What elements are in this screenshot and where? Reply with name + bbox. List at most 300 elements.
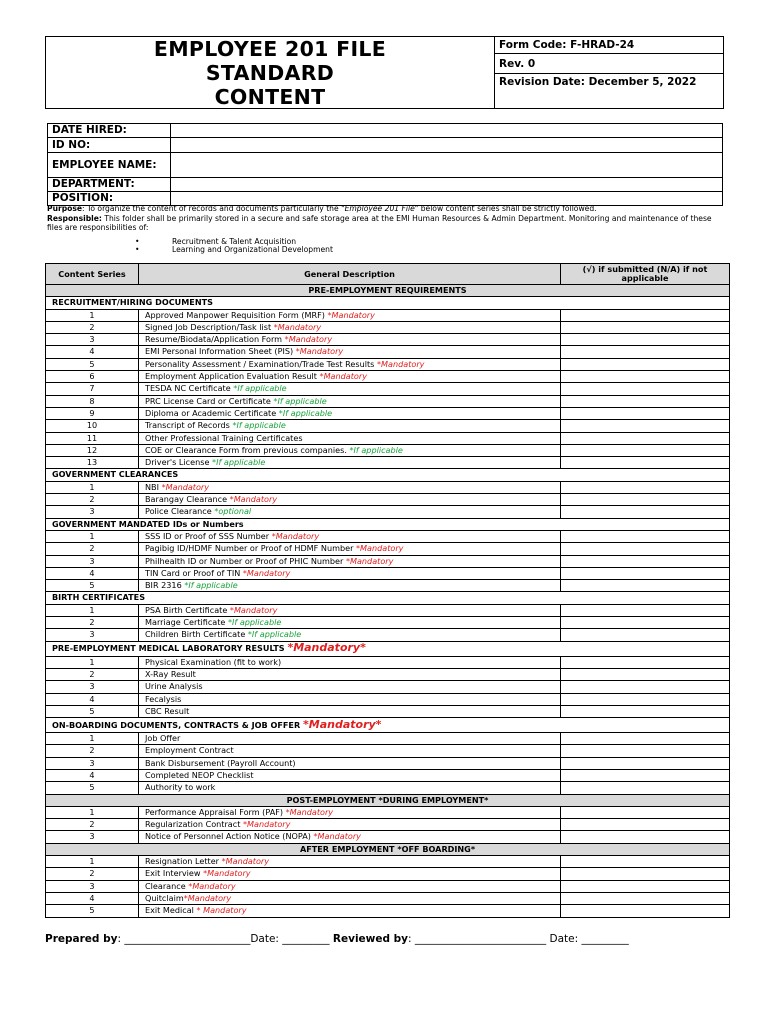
checklist-rows [46, 285, 730, 918]
item-description-cell [139, 580, 561, 592]
submitted-status-cell[interactable] [561, 420, 730, 432]
item-description: Other Professional Training Certificates [145, 432, 303, 443]
requirement-tag: *Mandatory [229, 494, 278, 505]
col-header-content-series: Content Series [46, 264, 139, 285]
item-description-cell [139, 868, 561, 880]
submitted-status-cell[interactable] [561, 705, 730, 717]
submitted-status-cell[interactable] [561, 555, 730, 567]
responsible-paragraph [47, 214, 723, 233]
purpose-italic: Employee 201 File [344, 204, 415, 213]
submitted-status-cell[interactable] [561, 395, 730, 407]
prepared-date-line[interactable]: Date: _________ [250, 933, 333, 945]
item-number: 3 [46, 681, 139, 693]
submitted-status-cell[interactable] [561, 905, 730, 917]
table-row [46, 892, 730, 904]
requirement-tag: *Mandatory [183, 892, 232, 903]
requirement-tag: *Mandatory [327, 309, 375, 320]
table-row [46, 420, 730, 432]
section-title: GOVERNMENT CLEARANCES [52, 469, 179, 480]
table-row [46, 705, 730, 717]
submitted-status-cell[interactable] [561, 506, 730, 518]
item-number: 2 [46, 321, 139, 333]
item-number: 2 [46, 543, 139, 555]
item-description-cell [139, 530, 561, 542]
item-number: 2 [46, 494, 139, 506]
table-row [46, 580, 730, 592]
id-no-label: ID NO: [48, 138, 171, 153]
table-row [46, 769, 730, 781]
item-description: TESDA NC Certificate [145, 383, 234, 394]
submitted-status-cell[interactable] [561, 856, 730, 868]
table-row [46, 668, 730, 680]
section-band-row [46, 794, 730, 806]
employee-name-field[interactable] [171, 153, 723, 178]
requirement-tag: *Mandatory [284, 334, 333, 345]
item-number: 1 [46, 530, 139, 542]
purpose-section [47, 204, 723, 255]
item-description-cell [139, 309, 561, 321]
item-description-cell [139, 905, 561, 917]
item-description-cell [139, 819, 561, 831]
table-row [46, 481, 730, 493]
department-field[interactable] [171, 178, 723, 192]
table-row [46, 868, 730, 880]
table-row [46, 334, 730, 346]
section-header-row [46, 297, 730, 309]
responsible-label: Responsible: [47, 213, 102, 223]
item-description-cell [139, 693, 561, 705]
requirement-tag: *Mandatory [242, 819, 291, 830]
table-row [46, 757, 730, 769]
submitted-status-cell[interactable] [561, 681, 730, 693]
item-number: 3 [46, 555, 139, 567]
item-description: Exit Medical [145, 905, 197, 916]
submitted-status-cell[interactable] [561, 769, 730, 781]
item-description: Philhealth ID or Number or Proof of PHIC Number [145, 555, 346, 566]
prepared-by-line[interactable]: : ________________________ [117, 933, 251, 945]
item-description-cell [139, 705, 561, 717]
responsible-list-item: • Recruitment & Talent Acquisition [135, 238, 723, 247]
requirement-tag: *Mandatory [242, 567, 291, 578]
table-row [46, 444, 730, 456]
table-row [46, 831, 730, 843]
submitted-status-cell[interactable] [561, 668, 730, 680]
item-number: 1 [46, 604, 139, 616]
item-number: 3 [46, 757, 139, 769]
submitted-status-cell[interactable] [561, 819, 730, 831]
item-number: 4 [46, 693, 139, 705]
item-description-cell [139, 506, 561, 518]
reviewed-date-line[interactable]: Date: _________ [549, 933, 629, 945]
col-header-general-description: General Description [139, 264, 561, 285]
submitted-status-cell[interactable] [561, 407, 730, 419]
item-description: Bank Disbursement (Payroll Account) [145, 757, 296, 768]
section-title: RECRUITMENT/HIRING DOCUMENTS [52, 297, 213, 308]
item-description: Clearance [145, 880, 189, 891]
table-row [46, 693, 730, 705]
responsible-list [47, 238, 723, 255]
item-number: 9 [46, 407, 139, 419]
table-row [46, 604, 730, 616]
submitted-status-cell[interactable] [561, 604, 730, 616]
table-row [46, 880, 730, 892]
submitted-status-cell[interactable] [561, 358, 730, 370]
item-description: Police Clearance [145, 506, 215, 517]
requirement-tag: *If applicable [184, 580, 238, 591]
responsible-text: This folder shall be primarily stored in a secure and safe storage area at the EMI Human Resources & Admin Department. Monitoring and maintenance of these files are responsibilities of: [47, 213, 712, 232]
item-description: Urine Analysis [145, 681, 203, 692]
item-number: 8 [46, 395, 139, 407]
section-mandatory-tag: *Mandatory* [287, 641, 366, 655]
date-hired-label: DATE HIRED: [48, 124, 171, 138]
section-title: ON-BOARDING DOCUMENTS, CONTRACTS & JOB OFFER [52, 719, 304, 730]
requirement-tag: *Mandatory [161, 481, 210, 492]
requirement-tag: *If applicable [278, 407, 333, 418]
item-description-cell [139, 604, 561, 616]
table-row [46, 733, 730, 745]
item-description: COE or Clearance Form from previous companies. [145, 444, 350, 455]
item-number: 4 [46, 346, 139, 358]
submitted-status-cell[interactable] [561, 757, 730, 769]
revision-number: Rev. 0 [495, 54, 723, 74]
item-description: Approved Manpower Requisition Form (MRF) [145, 309, 328, 320]
requirement-tag: *Mandatory [203, 868, 251, 879]
item-number: 12 [46, 444, 139, 456]
item-description: Notice of Personnel Action Notice (NOPA) [145, 831, 314, 842]
table-row [46, 681, 730, 693]
item-description-cell [139, 444, 561, 456]
requirement-tag: *Mandatory [285, 806, 334, 817]
item-description-cell [139, 358, 561, 370]
item-description: EMI Personal Information Sheet (PIS) [145, 346, 296, 357]
section-header-cell [46, 718, 730, 733]
requirement-tag: *Mandatory [221, 856, 270, 867]
item-description: Completed NEOP Checklist [145, 769, 254, 780]
item-description: Regularization Contract [145, 819, 243, 830]
item-number: 10 [46, 420, 139, 432]
table-row [46, 530, 730, 542]
item-description-cell [139, 757, 561, 769]
section-mandatory-tag: *Mandatory* [303, 717, 382, 731]
content-checklist-table [45, 263, 730, 918]
item-number: 4 [46, 769, 139, 781]
item-description-cell [139, 346, 561, 358]
requirement-tag: *Mandatory [273, 321, 322, 332]
position-label: POSITION: [48, 192, 171, 206]
requirement-tag: *Mandatory [376, 358, 425, 369]
purpose-text-end: " below content series shall be strictly followed. [414, 204, 597, 213]
item-number: 1 [46, 481, 139, 493]
item-number: 3 [46, 334, 139, 346]
table-row [46, 407, 730, 419]
title-line: CONTENT [214, 84, 326, 109]
item-number: 2 [46, 745, 139, 757]
requirement-tag: *Mandatory [295, 346, 344, 357]
item-description: NBI [145, 481, 162, 492]
submitted-status-cell[interactable] [561, 334, 730, 346]
item-description: Employment Contract [145, 745, 234, 756]
item-number: 4 [46, 567, 139, 579]
item-description-cell [139, 457, 561, 469]
table-row [46, 371, 730, 383]
item-description-cell [139, 733, 561, 745]
submitted-status-cell[interactable] [561, 745, 730, 757]
submitted-status-cell[interactable] [561, 693, 730, 705]
section-header-cell [46, 518, 730, 530]
section-header-cell [46, 641, 730, 656]
item-description: Physical Examination (fit to work) [145, 656, 282, 667]
item-description-cell [139, 806, 561, 818]
item-description: Diploma or Academic Certificate [145, 407, 279, 418]
form-meta [495, 37, 723, 108]
submitted-status-cell[interactable] [561, 309, 730, 321]
item-number: 2 [46, 617, 139, 629]
employee-name-label: EMPLOYEE NAME: [48, 153, 171, 178]
item-description: Job Offer [145, 733, 181, 744]
submitted-status-cell[interactable] [561, 733, 730, 745]
table-row [46, 543, 730, 555]
section-title: BIRTH CERTIFICATES [52, 592, 146, 603]
submitted-status-cell[interactable] [561, 371, 730, 383]
requirement-tag: *optional [214, 506, 252, 517]
item-number: 7 [46, 383, 139, 395]
requirement-tag: *Mandatory [271, 530, 320, 541]
table-row [46, 856, 730, 868]
requirement-tag: *If applicable [273, 395, 327, 406]
item-description-cell [139, 481, 561, 493]
responsible-list-item: • Learning and Organizational Development [135, 246, 723, 255]
reviewed-by-label: Reviewed by [332, 933, 409, 945]
item-description-cell [139, 567, 561, 579]
item-description-cell [139, 856, 561, 868]
submitted-status-cell[interactable] [561, 321, 730, 333]
form-code: Form Code: F-HRAD-24 [495, 37, 723, 54]
item-number: 3 [46, 880, 139, 892]
item-description-cell [139, 395, 561, 407]
item-description-cell [139, 769, 561, 781]
table-row [46, 309, 730, 321]
item-description-cell [139, 407, 561, 419]
submitted-status-cell[interactable] [561, 567, 730, 579]
item-description: Marriage Certificate [145, 617, 228, 628]
requirement-tag: *If applicable [349, 444, 403, 455]
item-number: 3 [46, 629, 139, 641]
table-row [46, 321, 730, 333]
item-number: 13 [46, 457, 139, 469]
section-band-title: POST-EMPLOYMENT *DURING EMPLOYMENT* [46, 794, 730, 806]
item-description: Quitclaim [145, 892, 184, 903]
reviewed-by-line[interactable]: : _________________________ [408, 933, 550, 945]
item-description: Transcript of Records [145, 420, 233, 431]
item-number: 5 [46, 580, 139, 592]
item-description: X-Ray Result [145, 668, 196, 679]
requirement-tag: *If applicable [247, 629, 302, 640]
item-number: 3 [46, 831, 139, 843]
item-description: CBC Result [145, 705, 190, 716]
submitted-status-cell[interactable] [561, 831, 730, 843]
item-description: BIR 2316 [145, 580, 185, 591]
submitted-status-cell[interactable] [561, 880, 730, 892]
item-description: Authority to work [145, 782, 216, 793]
table-row [46, 782, 730, 794]
form-header [45, 36, 724, 109]
item-description: Resignation Letter [145, 856, 222, 867]
item-number: 11 [46, 432, 139, 444]
table-row [46, 617, 730, 629]
table-row [46, 656, 730, 668]
submitted-status-cell[interactable] [561, 530, 730, 542]
signature-footer [45, 931, 735, 948]
submitted-status-cell[interactable] [561, 383, 730, 395]
document-title [154, 37, 386, 109]
item-number: 5 [46, 705, 139, 717]
section-header-row [46, 518, 730, 530]
item-number: 1 [46, 733, 139, 745]
purpose-text: : To organize the content of records and documents particularly the " [82, 204, 345, 213]
item-description-cell [139, 432, 561, 444]
section-header-row [46, 469, 730, 481]
item-description-cell [139, 420, 561, 432]
section-header-cell [46, 469, 730, 481]
section-band-row [46, 843, 730, 855]
prepared-by-label: Prepared by [45, 933, 118, 945]
section-band-row [46, 285, 730, 297]
table-row [46, 555, 730, 567]
item-description-cell [139, 383, 561, 395]
submitted-status-cell[interactable] [561, 580, 730, 592]
table-row [46, 506, 730, 518]
item-description-cell [139, 555, 561, 567]
section-title: GOVERNMENT MANDATED IDs or Numbers [52, 518, 244, 529]
item-description-cell [139, 681, 561, 693]
submitted-status-cell[interactable] [561, 806, 730, 818]
item-description: PRC License Card or Certificate [145, 395, 274, 406]
item-description: Pagibig ID/HDMF Number or Proof of HDMF Number [145, 543, 356, 554]
purpose-label: Purpose [47, 204, 83, 213]
item-description: Fecalysis [145, 693, 182, 704]
title-box [46, 37, 495, 108]
item-description-cell [139, 656, 561, 668]
id-no-field[interactable] [171, 138, 723, 153]
requirement-tag: *Mandatory [313, 831, 361, 842]
department-label: DEPARTMENT: [48, 178, 171, 192]
item-description-cell [139, 321, 561, 333]
item-description-cell [139, 782, 561, 794]
submitted-status-cell[interactable] [561, 656, 730, 668]
requirement-tag: * Mandatory [196, 905, 247, 916]
title-line: STANDARD [205, 60, 335, 85]
submitted-status-cell[interactable] [561, 629, 730, 641]
title-line: EMPLOYEE 201 FILE [153, 36, 387, 61]
item-number: 5 [46, 905, 139, 917]
table-row [46, 745, 730, 757]
employee-info-table [47, 123, 723, 206]
table-row [46, 905, 730, 917]
requirement-tag: *If applicable [233, 383, 287, 394]
item-number: 2 [46, 819, 139, 831]
section-header-cell [46, 592, 730, 604]
col-header-submitted: (√) if submitted (N/A) if not applicable [561, 264, 730, 285]
item-description-cell [139, 494, 561, 506]
item-description-cell [139, 629, 561, 641]
submitted-status-cell[interactable] [561, 892, 730, 904]
table-row [46, 358, 730, 370]
item-description-cell [139, 543, 561, 555]
item-description: Employment Application Evaluation Result [145, 371, 320, 382]
submitted-status-cell[interactable] [561, 782, 730, 794]
submitted-status-cell[interactable] [561, 346, 730, 358]
table-row [46, 494, 730, 506]
requirement-tag: *If applicable [232, 420, 286, 431]
table-row [46, 457, 730, 469]
requirement-tag: *Mandatory [345, 555, 394, 566]
table-row [46, 629, 730, 641]
item-description-cell [139, 334, 561, 346]
item-description: Children Birth Certificate [145, 629, 248, 640]
item-description-cell [139, 371, 561, 383]
submitted-status-cell[interactable] [561, 457, 730, 469]
item-number: 1 [46, 656, 139, 668]
item-number: 2 [46, 868, 139, 880]
item-number: 2 [46, 668, 139, 680]
section-header-row [46, 641, 730, 656]
revision-date: Revision Date: December 5, 2022 [499, 76, 697, 88]
table-row [46, 567, 730, 579]
submitted-status-cell[interactable] [561, 481, 730, 493]
item-number: 5 [46, 358, 139, 370]
requirement-tag: *Mandatory [319, 371, 367, 382]
submitted-status-cell[interactable] [561, 543, 730, 555]
item-number: 4 [46, 892, 139, 904]
item-description-cell [139, 668, 561, 680]
item-description: Driver's License [145, 457, 213, 468]
table-row [46, 346, 730, 358]
item-description-cell [139, 892, 561, 904]
item-number: 5 [46, 782, 139, 794]
requirement-tag: *Mandatory [188, 880, 236, 891]
table-row [46, 383, 730, 395]
item-number: 6 [46, 371, 139, 383]
item-description: TIN Card or Proof of TIN [145, 567, 243, 578]
item-description: Barangay Clearance [145, 494, 230, 505]
submitted-status-cell[interactable] [561, 868, 730, 880]
requirement-tag: *Mandatory [229, 604, 278, 615]
item-number: 1 [46, 309, 139, 321]
item-description-cell [139, 831, 561, 843]
table-row [46, 806, 730, 818]
purpose-paragraph [47, 204, 723, 214]
submitted-status-cell[interactable] [561, 617, 730, 629]
table-row [46, 395, 730, 407]
section-header-cell [46, 297, 730, 309]
item-number: 3 [46, 506, 139, 518]
item-description: SSS ID or Proof of SSS Number [145, 530, 272, 541]
submitted-status-cell[interactable] [561, 494, 730, 506]
section-title: PRE-EMPLOYMENT MEDICAL LABORATORY RESULTS [52, 643, 288, 654]
item-description: Signed Job Description/Task list [145, 321, 274, 332]
date-hired-field[interactable] [171, 124, 723, 138]
item-number: 1 [46, 856, 139, 868]
submitted-status-cell[interactable] [561, 444, 730, 456]
section-band-title: PRE-EMPLOYMENT REQUIREMENTS [46, 285, 730, 297]
submitted-status-cell[interactable] [561, 432, 730, 444]
requirement-tag: *Mandatory [355, 543, 404, 554]
item-description-cell [139, 617, 561, 629]
section-header-row [46, 718, 730, 733]
requirement-tag: *If applicable [227, 617, 282, 628]
item-number: 1 [46, 806, 139, 818]
item-description-cell [139, 745, 561, 757]
